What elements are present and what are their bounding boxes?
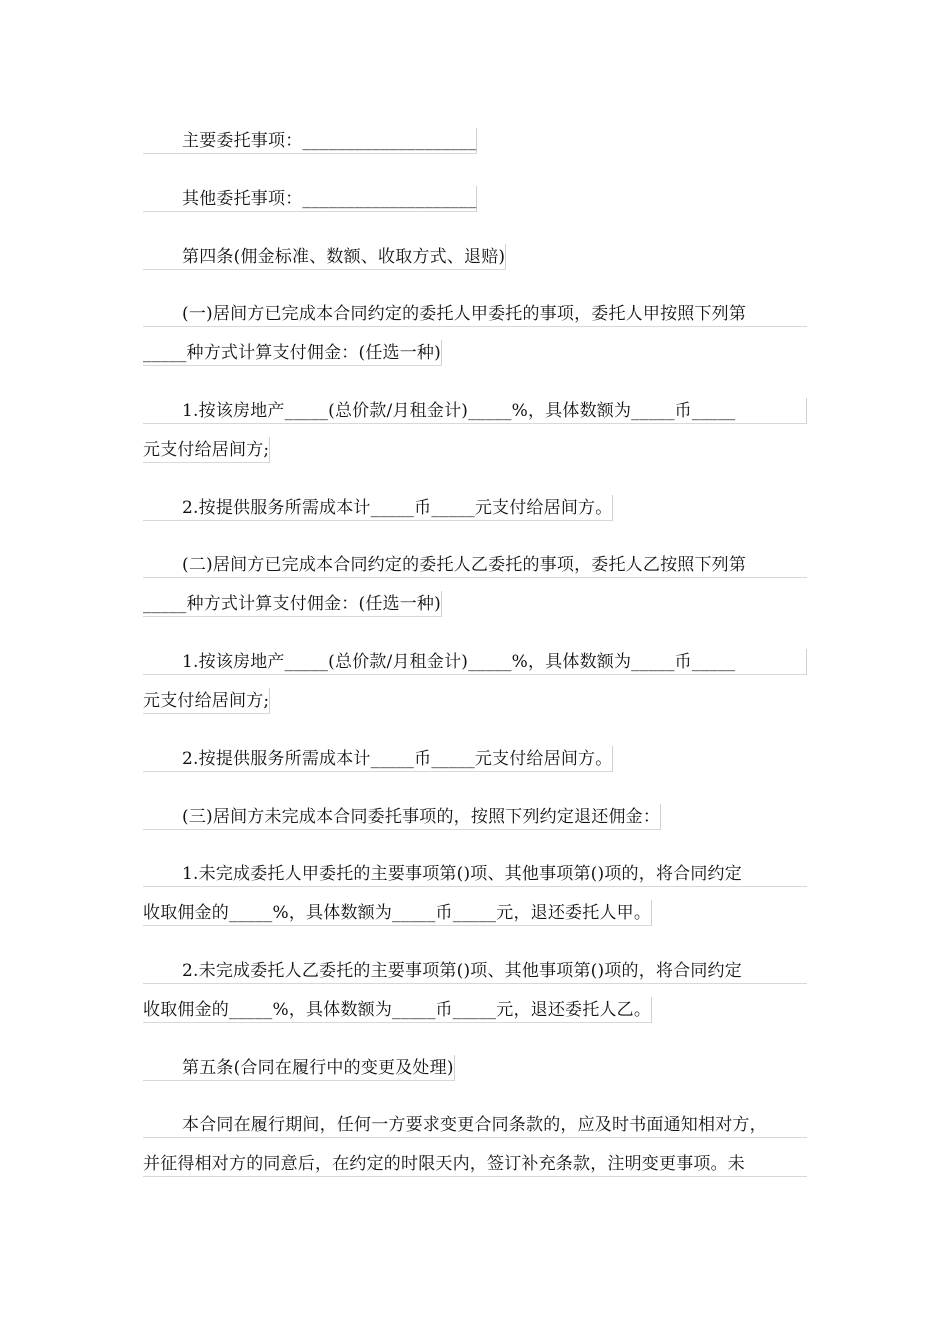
clause-three-item-2-line-2: 收取佣金的_____%，具体数额为_____币_____元，退还委托人乙。 — [143, 997, 652, 1023]
clause-one-line-1: (一)居间方已完成本合同约定的委托人甲委托的事项，委托人甲按照下列第 — [143, 301, 807, 327]
clause-three-item-2-line-1: 2.未完成委托人乙委托的主要事项第()项、其他事项第()项的，将合同约定 — [143, 958, 807, 984]
clause-one-line-2: _____种方式计算支付佣金：(任选一种) — [143, 340, 442, 366]
clause-two-option-1-line-2: 元支付给居间方; — [143, 688, 270, 714]
clause-one-option-1-line-2: 元支付给居间方; — [143, 437, 270, 463]
clause-one-option-1-line-1: 1.按该房地产_____(总价款/月租金计)_____%，具体数额为_____币_____ — [143, 398, 807, 424]
main-matters-line: 主要委托事项：____________________ — [143, 128, 477, 154]
clause-two-line-1: (二)居间方已完成本合同约定的委托人乙委托的事项，委托人乙按照下列第 — [143, 552, 807, 578]
article-five-body-line-2: 并征得相对方的同意后，在约定的时限天内，签订补充条款，注明变更事项。未 — [143, 1151, 807, 1177]
clause-two-option-1-line-1: 1.按该房地产_____(总价款/月租金计)_____%，具体数额为_____币_____ — [143, 649, 807, 675]
other-matters-line: 其他委托事项：____________________ — [143, 186, 477, 212]
clause-two-line-2: _____种方式计算支付佣金：(任选一种) — [143, 591, 442, 617]
article-four-heading: 第四条(佣金标准、数额、收取方式、退赔) — [143, 244, 506, 270]
article-five-heading: 第五条(合同在履行中的变更及处理) — [143, 1055, 455, 1081]
clause-one-option-2: 2.按提供服务所需成本计_____币_____元支付给居间方。 — [143, 495, 613, 521]
article-five-body-line-1: 本合同在履行期间，任何一方要求变更合同条款的，应及时书面通知相对方， — [143, 1112, 807, 1138]
clause-three-heading: (三)居间方未完成本合同委托事项的，按照下列约定退还佣金： — [143, 804, 661, 830]
clause-three-item-1-line-1: 1.未完成委托人甲委托的主要事项第()项、其他事项第()项的，将合同约定 — [143, 861, 807, 887]
clause-two-option-2: 2.按提供服务所需成本计_____币_____元支付给居间方。 — [143, 746, 613, 772]
clause-three-item-1-line-2: 收取佣金的_____%，具体数额为_____币_____元，退还委托人甲。 — [143, 900, 652, 926]
